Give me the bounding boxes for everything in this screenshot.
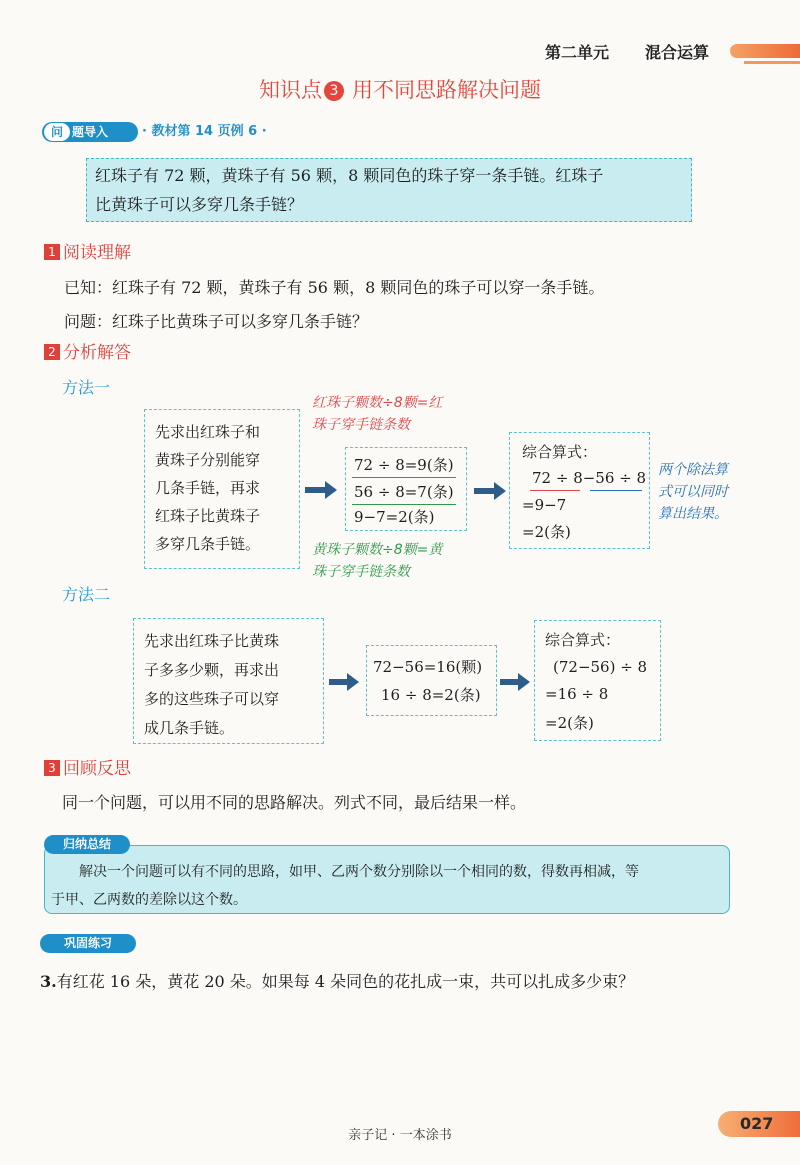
note-line: 珠子穿手链条数 [312,564,410,580]
intro-tag-text: 题导入 [72,125,109,139]
desc-line: 多穿几条手链。 [155,535,261,553]
combined-label: 综合算式： [522,443,598,461]
section-heading-review [44,758,131,780]
combined-line: =2(条) [522,523,571,541]
section-number: 2 [44,344,60,360]
section-number: 3 [44,760,60,776]
page-title [0,74,800,104]
page-number-rest: 27 [751,1114,774,1133]
desc-line: 红珠子比黄珠子 [155,507,261,525]
question-text: 有红花 16 朵，黄花 20 朵。如果每 4 朵同色的花扎成一束，共可以扎成多少束？ [56,972,635,991]
combined-line: =2(条) [545,714,594,732]
step-line: 72−56=16(颗) [373,658,483,676]
note-line: 两个除法算 [658,462,728,478]
intro-tag-icon: 问 [44,123,70,141]
topic-label: 混合运算 [645,43,710,62]
question-number: 3. [40,972,57,991]
step-line: 9−7=2(条) [354,508,435,526]
desc-line: 先求出红珠子和 [155,423,261,441]
note-line: 珠子穿手链条数 [312,417,410,433]
summary-box [44,845,730,914]
section-title: 阅读理解 [63,243,131,263]
page-number [718,1111,800,1137]
practice-tag: 巩固练习 [40,934,136,953]
summary-line: 于甲、乙两数的差除以这个数。 [51,892,247,908]
section-heading-read [44,242,131,264]
combined-line: 72 ÷ 8−56 ÷ 8 [532,469,647,487]
note-line: 黄珠子颗数÷8颗=黄 [312,542,443,558]
question-text: 问题：红珠子比黄珠子可以多穿几条手链？ [64,312,369,331]
summary-line: 解决一个问题可以有不同的思路，如甲、乙两个数分别除以一个相同的数，得数再相减，等 [79,864,639,880]
section-title: 回顾反思 [63,759,131,779]
desc-line: 子多多少颗，再求出 [144,661,280,679]
step-line: 56 ÷ 8=7(条) [354,483,454,501]
handwritten-note-red [312,392,442,436]
desc-line: 黄珠子分别能穿 [155,451,261,469]
underline-red [352,477,456,478]
section-title: 分析解答 [63,343,131,363]
header-decoration-line [744,61,800,64]
desc-line: 几条手链，再求 [155,479,261,497]
desc-line: 先求出红珠子比黄珠 [144,632,280,650]
method2-steps [366,645,497,716]
arrow-right-icon [305,481,337,499]
method1-combined [509,432,650,549]
combined-line: =16 ÷ 8 [545,685,609,703]
section-number: 1 [44,244,60,260]
combined-label: 综合算式： [545,631,621,649]
textbook-reference: · 教材第 14 页例 6 · [142,124,267,139]
problem-line: 比黄珠子可以多穿几条手链？ [95,195,304,214]
method2-combined [534,620,661,741]
problem-box [86,158,692,222]
summary-tag: 归纳总结 [44,835,130,854]
underline-blue [590,490,642,491]
unit-label: 第二单元 [545,43,610,62]
arrow-right-icon [500,673,530,691]
practice-question [40,970,634,994]
known-text: 已知：红珠子有 72 颗，黄珠子有 56 颗，8 颗同色的珠子可以穿一条手链。 [64,278,605,297]
footer-text: 亲子记 · 一本涂书 [348,1128,452,1143]
header-decoration [730,44,800,58]
arrow-right-icon [329,673,359,691]
handwritten-note-blue [658,459,728,525]
title-text: 用不同思路解决问题 [352,78,541,102]
step-line: 72 ÷ 8=9(条) [354,456,454,474]
note-line: 算出结果。 [658,506,728,522]
method2-label: 方法二 [62,585,111,604]
section-heading-analyze [44,342,131,364]
note-line: 红珠子颗数÷8颗=红 [312,395,443,411]
method2-description [133,618,324,744]
underline-green [352,504,456,505]
review-text: 同一个问题，可以用不同的思路解决。列式不同，最后结果一样。 [62,793,527,812]
combined-line: =9−7 [522,496,567,514]
underline-red [530,490,580,491]
combined-line: (72−56) ÷ 8 [553,658,648,676]
method1-label: 方法一 [62,378,111,397]
intro-tag [42,122,138,142]
problem-line: 红珠子有 72 颗，黄珠子有 56 颗，8 颗同色的珠子穿一条手链。红珠子 [95,166,604,185]
title-number: 3 [324,81,344,101]
method1-description [144,409,300,569]
title-prefix: 知识点 [259,78,322,102]
page-number-prefix: 0 [740,1114,752,1133]
note-line: 式可以同时 [658,484,728,500]
arrow-right-icon [474,482,506,500]
desc-line: 多的这些珠子可以穿 [144,690,280,708]
step-line: 16 ÷ 8=2(条) [381,686,481,704]
desc-line: 成几条手链。 [144,719,235,737]
handwritten-note-green [312,539,442,583]
method1-steps [345,447,467,531]
